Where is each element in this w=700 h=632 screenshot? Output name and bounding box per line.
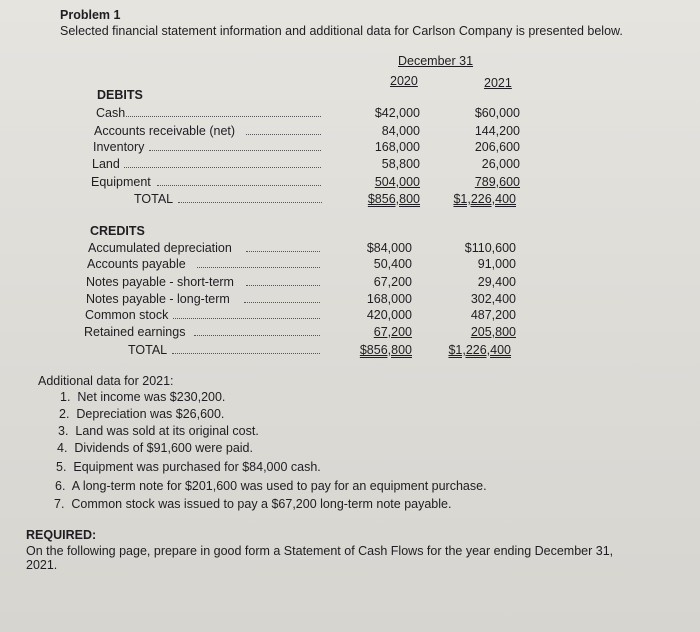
leader-dots (173, 318, 320, 319)
leader-dots (246, 285, 320, 286)
row-label: Inventory (93, 140, 145, 154)
value-2021: $60,000 (474, 106, 520, 120)
value-2020: 50,400 (373, 257, 412, 271)
value-2021: 205,800 (470, 325, 516, 339)
value-2021: 487,200 (470, 308, 516, 322)
leader-dots (126, 116, 321, 117)
leader-dots (246, 134, 321, 135)
debit-row (91, 175, 520, 191)
credit-row (86, 292, 516, 308)
total-2020: $856,800 (359, 343, 412, 357)
row-label: Notes payable - long-term (86, 292, 230, 306)
list-text: Depreciation was $26,600. (76, 407, 225, 421)
credit-row (85, 308, 516, 324)
required-heading: REQUIRED: (26, 528, 97, 542)
leader-dots (194, 335, 320, 336)
row-label: Equipment (91, 175, 151, 189)
value-2021: $110,600 (464, 241, 516, 255)
list-text: Equipment was purchased for $84,000 cash. (73, 460, 321, 474)
list-number: 4. (57, 441, 68, 455)
value-2020: 67,200 (373, 275, 412, 289)
credits-heading: CREDITS (90, 224, 145, 238)
total-label: TOTAL (134, 192, 174, 206)
value-2020: 84,000 (381, 124, 420, 138)
debits-total-row (90, 192, 516, 208)
period-header: December 31 (398, 54, 474, 68)
required-text-line-2: 2021. (26, 558, 58, 572)
leader-dots (244, 302, 320, 303)
list-text: Land was sold at its original cost. (75, 424, 259, 438)
list-item (58, 424, 259, 438)
list-text: A long-term note for $201,600 was used to pay for an equipment purchase. (71, 479, 487, 493)
value-2020: 504,000 (374, 175, 420, 189)
value-2020: $42,000 (374, 106, 420, 120)
year-2020-header: 2020 (390, 74, 418, 88)
credit-row (84, 325, 516, 341)
value-2021: 144,200 (474, 124, 520, 138)
row-label: Accumulated depreciation (88, 241, 232, 255)
leader-dots (149, 150, 321, 151)
row-label: Cash (96, 106, 126, 120)
list-item (56, 460, 321, 474)
debit-row (93, 140, 520, 156)
row-label: Common stock (85, 308, 169, 322)
list-item (57, 441, 253, 455)
value-2020: 58,800 (381, 157, 420, 171)
row-label: Accounts receivable (net) (94, 124, 236, 138)
debits-heading: DEBITS (97, 88, 143, 102)
list-item (60, 390, 225, 404)
problem-intro: Selected financial statement information and additional data for Carlson Company is presented below. (60, 24, 623, 38)
list-text: Net income was $230,200. (77, 390, 226, 404)
leader-dots (197, 267, 320, 268)
value-2020: 168,000 (374, 140, 420, 154)
total-2021: $1,226,400 (448, 343, 511, 357)
value-2021: 29,400 (477, 275, 516, 289)
row-label: Land (92, 157, 120, 171)
problem-title: Problem 1 (60, 8, 121, 22)
value-2021: 302,400 (470, 292, 516, 306)
row-label: Notes payable - short-term (86, 275, 234, 289)
list-text: Common stock was issued to pay a $67,200 long-term note payable. (71, 497, 452, 511)
year-2021-header: 2021 (484, 76, 512, 90)
total-label: TOTAL (128, 343, 168, 357)
list-item (54, 497, 451, 511)
credits-total-row (84, 343, 511, 359)
value-2021: 91,000 (477, 257, 516, 271)
credit-row (86, 275, 516, 291)
leader-dots (124, 167, 321, 168)
row-label: Retained earnings (84, 325, 186, 339)
list-number: 7. (54, 497, 65, 511)
value-2020: 420,000 (366, 308, 412, 322)
leader-dots (178, 202, 322, 203)
list-number: 1. (60, 390, 71, 404)
row-label: Accounts payable (87, 257, 186, 271)
required-text-line-1: On the following page, prepare in good form a Statement of Cash Flows for the year ending December 31, (26, 544, 614, 558)
credit-row (87, 257, 516, 273)
list-number: 6. (55, 479, 66, 493)
total-2021: $1,226,400 (453, 192, 516, 206)
list-item (55, 479, 487, 493)
leader-dots (172, 353, 320, 354)
total-2020: $856,800 (367, 192, 420, 206)
list-text: Dividends of $91,600 were paid. (74, 441, 253, 455)
value-2020: 67,200 (373, 325, 412, 339)
list-number: 3. (58, 424, 69, 438)
value-2021: 206,600 (474, 140, 520, 154)
list-item (59, 407, 224, 421)
debit-row (96, 106, 520, 122)
credit-row (88, 241, 516, 257)
value-2021: 789,600 (474, 175, 520, 189)
value-2021: 26,000 (481, 157, 520, 171)
list-number: 2. (59, 407, 70, 421)
list-number: 5. (56, 460, 67, 474)
leader-dots (157, 185, 321, 186)
value-2020: $84,000 (366, 241, 412, 255)
debit-row (94, 124, 520, 140)
value-2020: 168,000 (366, 292, 412, 306)
debit-row (92, 157, 520, 173)
leader-dots (246, 251, 320, 252)
additional-data-heading: Additional data for 2021: (38, 374, 174, 388)
